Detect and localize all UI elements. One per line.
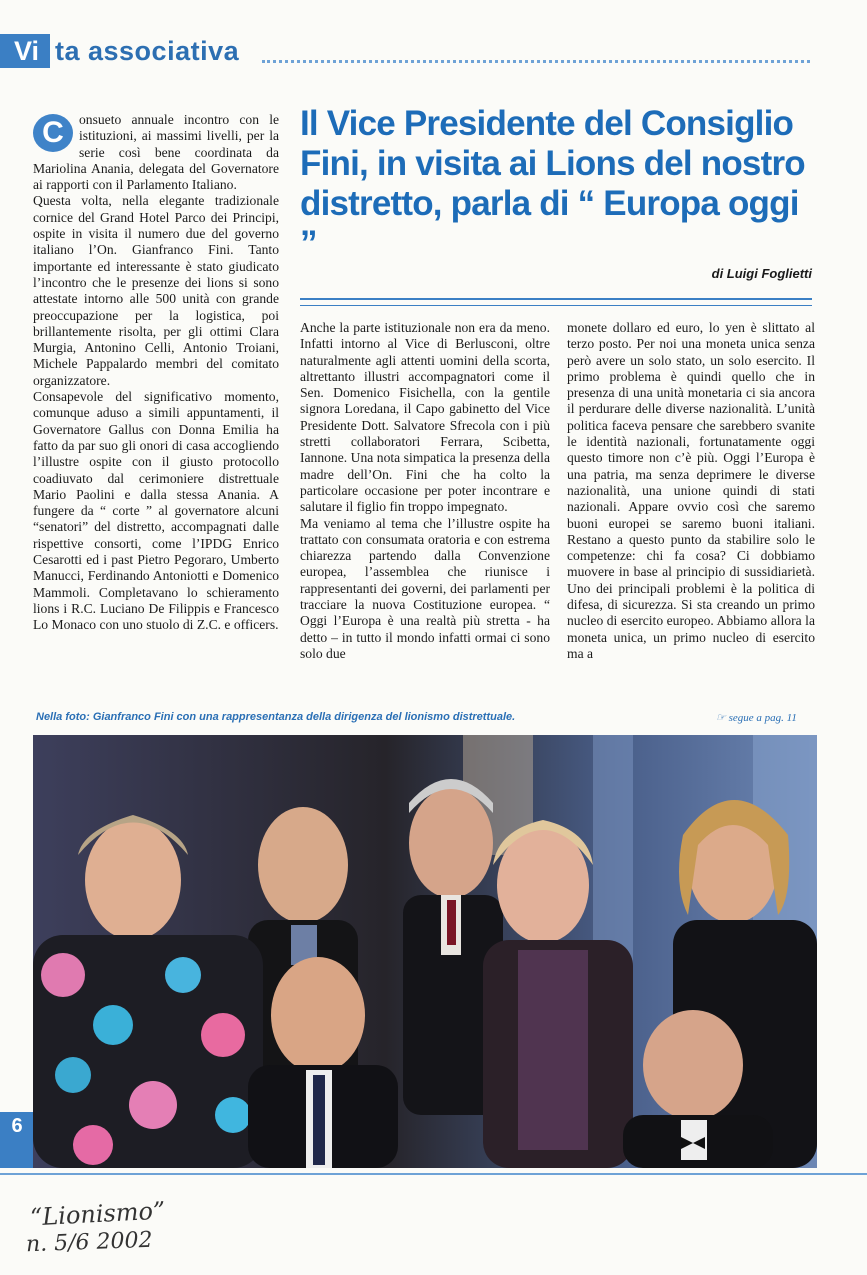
page-number: 6 — [11, 1115, 23, 1137]
headline-rule-thin — [300, 305, 812, 306]
article-column-1 — [33, 112, 279, 634]
photo-caption: Nella foto: Gianfranco Fini con una rappresentanza della dirigenza del lionismo distrettuale. — [36, 711, 516, 723]
handwritten-source: “Lionismo” — [29, 1196, 166, 1232]
paragraph: Consapevole del significativo momento, comunque aduso a simili appuntamenti, il Governatore Gallus con Donna Emilia ha fatto da par suo gli onori di casa accogliendo l’illustre ospite con il giusto protocollo coadiuvato dal cerimoniere distrettuale Mario Paolini e dalla stessa Anania. A fungere da “ corte ” al governatore alcuni “senatori” del distretto, accompagnati dalle rispettive consorti, come l’IPDG Enrico Cesarotti ed i past Pietro Pegoraro, Umberto Manucci, Ferdinando Antoniotti e Domenico Mammoli. Completavano lo schieramento lions i R.C. Luciano De Filippis e Francesco Lo Monaco con uno stuolo di Z.C. e officers. — [33, 389, 279, 633]
footer-rule — [0, 1173, 867, 1175]
paragraph: Questa volta, nella elegante tradizionale cornice del Grand Hotel Parco dei Principi, ospite in visita il numero due del governo italiano l’On. Gianfranco Fini. Tanto importante ed interessante è stato giudicato l’incontro che le presenze dei lions si sono attestate intorno alle 500 unità con grande preoccupazione per la logistica, poi brillantemente risolta, per gli ottimi Clara Murgia, Antonino Celli, Antonio Troiani, Michele Pappalardo membri del comitato organizzatore. — [33, 193, 279, 388]
article-headline: Il Vice Presidente del Consiglio Fini, in visita ai Lions del nostro distretto, parla di “ Europa oggi ” — [300, 104, 805, 263]
group-photo — [33, 735, 817, 1168]
continued-note: ☞ segue a pag. 11 — [716, 712, 797, 724]
section-title: ta associativa — [55, 36, 240, 66]
paragraph: Ma veniamo al tema che l’illustre ospite ha trattato con consumata oratoria e con estrema chiarezza partendo dalla Convenzione europea, l’assemblea che riunisce i rappresentanti dei governi, dei parlamenti per tracciare la nuova Costituzione europea. “ Oggi l’Europa è una realtà più stretta - ha detto – in tutto il mondo infatti ormai ci sono solo due — [300, 515, 550, 661]
paragraph: Anche la parte istituzionale non era da meno. Infatti intorno al Vice di Berlusconi, oltre naturalmente agli attenti uomini della scorta, altrettanto illustri accompagnatori come il Sen. Domenico Fisichella, con la gentile signora Loredana, il Capo gabinetto del Vice Presidente Dott. Salvatore Sfrecola con i più stretti collaboratori Ferrara, Scibetta, Iannone. Una nota simpatica la presenza della madre dell’On. Fini che ha colto la particolare occasione per poter incontrare e salutare il figlio fin troppo impegnato. — [300, 320, 550, 515]
article-byline: di Luigi Foglietti — [711, 266, 812, 281]
section-title-prefix: Vi — [14, 36, 40, 66]
article-column-3 — [567, 320, 815, 662]
paragraph: monete dollaro ed euro, lo yen è slittato al terzo posto. Per noi una moneta unica senza però avere un solo stato, un solo esercito. Il primo problema è quindi quello che in presenza di una unità monetaria ci sia ancora il perdurare delle diverse nazionalità. L’unità politica faceva pensare che sarebbero svanite le identità nazionali, fortunatamente oggi questo timore non c’è più. Oggi l’Europa è una patria, ma senza deprimere le diverse nazionalità, una unione quindi di stati nazionali. Appare ovvio così che saremo buoni europei se saremo buoni italiani. Restano a questo punto da stabilire solo le competenze: chi fa cosa? Ci dobbiamo muovere in base al principio di sussidiarietà. Uno dei principali problemi è la politica di difesa, di sicurezza. Si sta creando un primo nucleo di esercito europeo. Abbiamo allora la moneta unica, un primo nucleo di esercito ma a — [567, 320, 815, 661]
dropcap: C — [33, 114, 73, 152]
article-column-2 — [300, 320, 550, 662]
handwritten-issue: n. 5/6 2002 — [25, 1227, 153, 1258]
header-dotted-rule — [262, 60, 810, 63]
paragraph: onsueto annuale incontro con le istituzioni, ai massimi livelli, per la serie così bene coordinata da Mariolina Anania, delegata del Governatore ai rapporti con il Parlamento Italiano. — [33, 112, 279, 193]
headline-rule — [300, 298, 812, 300]
